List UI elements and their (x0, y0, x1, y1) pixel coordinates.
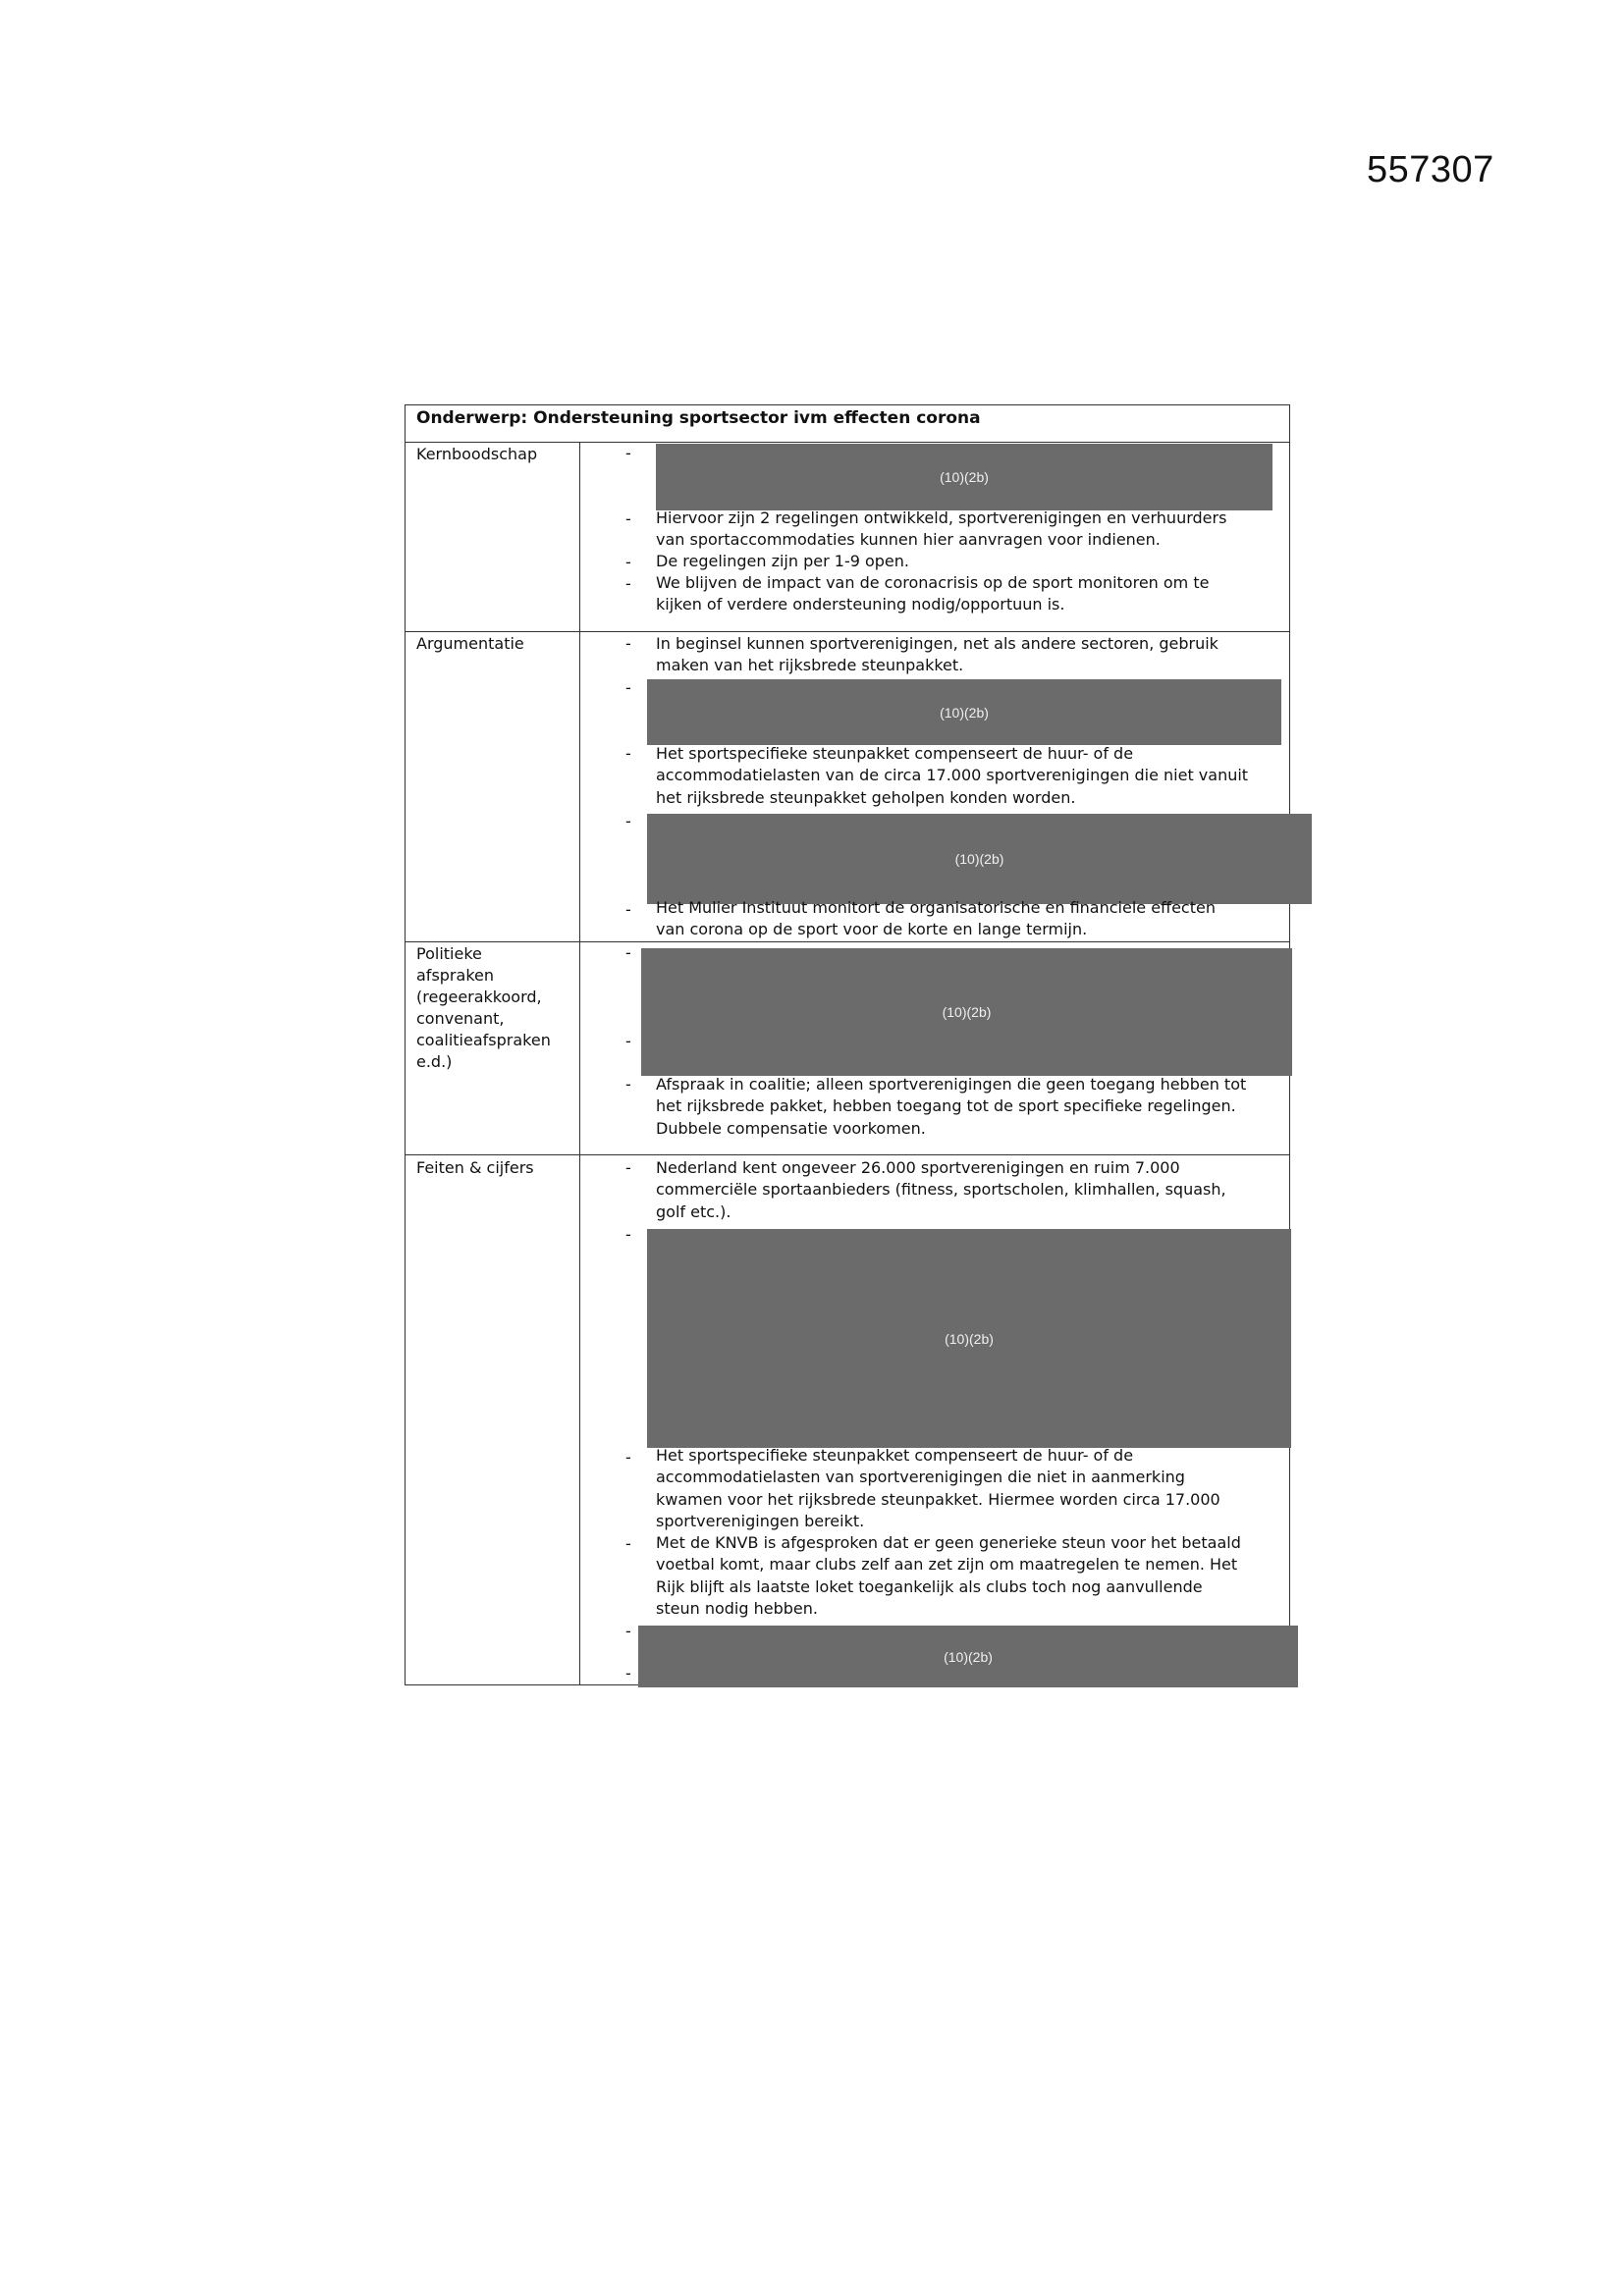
bullet-dash: - (625, 1032, 631, 1050)
bullet-dash: - (625, 509, 631, 528)
bullet-dash: - (625, 553, 631, 571)
bullet-text: Het Mulier Instituut monitort de organisatorische en financiele effecten van corona op de sport voor de korte en lange termijn. (656, 898, 1216, 939)
bullet-text: Afspraak in coalitie; alleen sportverenigingen die geen toegang hebben tot het rijksbrede pakket, hebben toegang tot de sport specifieke regelingen. Dubbele compensatie voorkomen. (656, 1075, 1247, 1138)
bullet-text: Hiervoor zijn 2 regelingen ontwikkeld, sportverenigingen en verhuurders van sportaccommodaties kunnen hier aanvragen voor indienen. (656, 508, 1227, 550)
bullet-text: Het sportspecifieke steunpakket compenseert de huur- of de accommodatielasten van sportverenigingen die niet in aanmerking kwamen voor het rijksbrede steunpakket. Hiermee worden circa 17.000 sportverenigingen bereikt. (656, 1446, 1220, 1530)
bullet-dash: - (625, 943, 631, 962)
bullet-dash: - (625, 678, 631, 697)
column-divider (579, 443, 580, 1685)
bullet-dash: - (625, 1225, 631, 1244)
redaction-box: (10)(2b) (647, 679, 1281, 745)
redaction-box: (10)(2b) (641, 948, 1292, 1076)
bullet-dash: - (625, 1664, 631, 1682)
bullet-text: In beginsel kunnen sportverenigingen, net als andere sectoren, gebruik maken van het rijksbrede steunpakket. (656, 634, 1218, 675)
bullet-dash: - (625, 1622, 631, 1640)
bullet-dash: - (625, 634, 631, 653)
redaction-box: (10)(2b) (638, 1626, 1298, 1687)
bullet-text: Het sportspecifieke steunpakket compenseert de huur- of de accommodatielasten van de circa 17.000 sportverenigingen die niet vanuit het rijksbrede steunpakket geholpen konden worden. (656, 744, 1249, 807)
row-divider-1 (405, 631, 1290, 632)
bullet-dash: - (625, 1448, 631, 1467)
redaction-box: (10)(2b) (647, 1229, 1291, 1448)
bullet-dash: - (625, 812, 631, 830)
row-divider-2 (405, 941, 1290, 942)
header-divider (405, 442, 1290, 443)
bullet-dash: - (625, 1158, 631, 1177)
row-label-argumentatie: Argumentatie (416, 634, 524, 653)
row-label-feiten-cijfers: Feiten & cijfers (416, 1158, 534, 1177)
bullet-text: De regelingen zijn per 1-9 open. (656, 552, 909, 570)
table-subject-heading: Onderwerp: Ondersteuning sportsector ivm effecten corona (416, 408, 981, 428)
bullet-text: Met de KNVB is afgesproken dat er geen generieke steun voor het betaald voetbal komt, maar clubs zelf aan zet zijn om maatregelen te nemen. Het Rijk blijft als laatste loket toegankelijk als clubs toch nog aanvullende steun nodig hebben. (656, 1533, 1241, 1618)
bullet-dash: - (625, 574, 631, 593)
document-number: 557307 (1367, 149, 1494, 190)
bullet-dash: - (625, 1075, 631, 1094)
redaction-box: (10)(2b) (647, 814, 1312, 904)
row-label-kernboodschap: Kernboodschap (416, 445, 538, 463)
bullet-text: We blijven de impact van de coronacrisis op de sport monitoren om te kijken of verdere ondersteuning nodig/opportuun is. (656, 573, 1210, 614)
bullet-text: Nederland kent ongeveer 26.000 sportverenigingen en ruim 7.000 commerciële sportaanbieders (fitness, sportscholen, klimhallen, squash, golf etc.). (656, 1158, 1226, 1221)
row-label-politieke-afspraken: Politieke afspraken (regeerakkoord, convenant, coalitieafspraken e.d.) (416, 944, 551, 1071)
row-divider-3 (405, 1154, 1290, 1155)
bullet-dash: - (625, 444, 631, 462)
bullet-dash: - (625, 900, 631, 919)
redaction-box: (10)(2b) (656, 444, 1272, 510)
bullet-dash: - (625, 744, 631, 763)
bullet-dash: - (625, 1534, 631, 1553)
